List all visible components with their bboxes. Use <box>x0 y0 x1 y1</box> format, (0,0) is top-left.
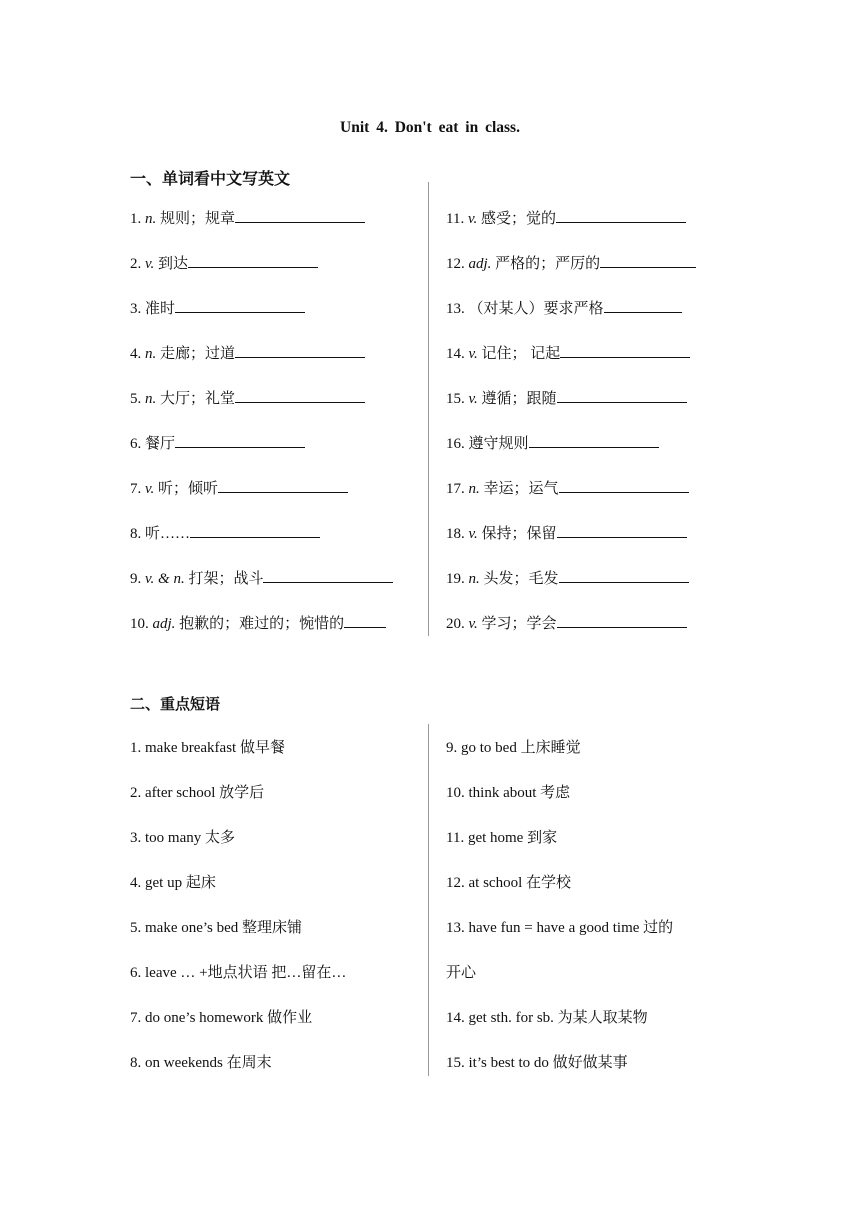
answer-blank[interactable] <box>559 568 689 583</box>
phrase-item: 9. go to bed 上床睡觉 <box>446 740 581 756</box>
answer-blank[interactable] <box>188 253 318 268</box>
page-title: Unit 4. Don't eat in class. <box>340 119 520 136</box>
part-of-speech: v. <box>145 481 155 497</box>
vocab-item <box>130 523 320 544</box>
answer-blank[interactable] <box>175 298 305 313</box>
answer-blank[interactable] <box>218 478 348 493</box>
answer-blank[interactable] <box>344 613 386 628</box>
column-divider <box>428 182 429 636</box>
answer-blank[interactable] <box>529 433 659 448</box>
vocab-number: 1. <box>130 211 142 227</box>
vocab-meaning: 遵守规则 <box>464 436 529 452</box>
vocab-number: 7. <box>130 481 142 497</box>
vocab-item <box>446 343 690 364</box>
vocab-number: 2. <box>130 256 142 272</box>
answer-blank[interactable] <box>190 523 320 538</box>
part-of-speech: v. & n. <box>145 571 185 587</box>
phrase-item: 14. get sth. for sb. 为某人取某物 <box>446 1010 648 1026</box>
phrase-item: 1. make breakfast 做早餐 <box>130 740 285 756</box>
part-of-speech: n. <box>468 571 480 587</box>
part-of-speech: adj. <box>468 256 492 272</box>
answer-blank[interactable] <box>235 208 365 223</box>
answer-blank[interactable] <box>600 253 696 268</box>
part-of-speech: v. <box>468 616 478 632</box>
vocab-item <box>446 568 689 589</box>
vocab-number: 8. <box>130 526 142 542</box>
answer-blank[interactable] <box>235 343 365 358</box>
vocab-meaning: 保持；保留 <box>477 526 557 542</box>
vocab-number: 12. <box>446 256 465 272</box>
vocab-item <box>446 613 687 634</box>
vocab-meaning: 幸运；运气 <box>479 481 559 497</box>
phrase-item: 3. too many 太多 <box>130 830 235 846</box>
vocab-item <box>446 208 686 229</box>
answer-blank[interactable] <box>557 388 687 403</box>
vocab-meaning: 准时 <box>141 301 176 317</box>
answer-blank[interactable] <box>556 208 686 223</box>
phrase-item: 13. have fun = have a good time 过的 <box>446 920 674 936</box>
vocab-number: 9. <box>130 571 142 587</box>
vocab-number: 16. <box>446 436 465 452</box>
vocab-number: 5. <box>130 391 142 407</box>
vocab-meaning: 到达 <box>154 256 189 272</box>
vocab-meaning: 学习；学会 <box>477 616 557 632</box>
answer-blank[interactable] <box>175 433 305 448</box>
vocab-meaning: 感受；觉的 <box>477 211 557 227</box>
vocab-meaning: 打架；战斗 <box>184 571 264 587</box>
column-divider <box>428 724 429 1076</box>
part-of-speech: v. <box>468 526 478 542</box>
vocab-number: 19. <box>446 571 465 587</box>
phrase-item: 10. think about 考虑 <box>446 785 571 801</box>
phrase-item: 2. after school 放学后 <box>130 785 265 801</box>
vocab-meaning: 遵循；跟随 <box>477 391 557 407</box>
vocab-item <box>446 388 687 409</box>
vocab-meaning: 餐厅 <box>141 436 176 452</box>
answer-blank[interactable] <box>560 343 690 358</box>
part-of-speech: v. <box>467 211 478 227</box>
vocab-number: 6. <box>130 436 142 452</box>
vocab-meaning: 抱歉的；难过的；惋惜的 <box>175 616 345 632</box>
vocab-meaning: 规则；规章 <box>156 211 236 227</box>
section-1-heading: 一、单词看中文写英文 <box>130 169 291 188</box>
phrase-item: 4. get up 起床 <box>130 875 216 891</box>
vocab-item <box>130 433 305 454</box>
answer-blank[interactable] <box>557 523 687 538</box>
vocab-meaning: 大厅；礼堂 <box>156 391 236 407</box>
phrase-item: 开心 <box>446 965 477 981</box>
phrase-item: 5. make one’s bed 整理床铺 <box>130 920 303 936</box>
part-of-speech: v. <box>468 346 478 362</box>
part-of-speech: n. <box>145 391 157 407</box>
vocab-number: 3. <box>130 301 142 317</box>
part-of-speech: n. <box>145 346 157 362</box>
vocab-number: 4. <box>130 346 142 362</box>
vocab-item <box>130 613 386 634</box>
vocab-item <box>130 298 305 319</box>
vocab-item <box>446 523 687 544</box>
answer-blank[interactable] <box>559 478 689 493</box>
vocab-number: 11. <box>446 211 465 227</box>
vocab-item <box>130 388 365 409</box>
section-2-heading: 二、重点短语 <box>130 695 221 713</box>
vocab-item <box>130 208 365 229</box>
phrase-item: 6. leave … +地点状语 把…留在… <box>130 965 347 981</box>
vocab-meaning: （对某人）要求严格 <box>464 301 604 317</box>
vocab-meaning: 走廊；过道 <box>156 346 236 362</box>
vocab-meaning: 听…… <box>141 526 191 542</box>
vocab-number: 17. <box>446 481 465 497</box>
vocab-item <box>130 568 393 589</box>
vocab-number: 10. <box>130 616 149 632</box>
vocab-number: 20. <box>446 616 465 632</box>
part-of-speech: v. <box>145 256 155 272</box>
vocab-meaning: 头发；毛发 <box>479 571 559 587</box>
answer-blank[interactable] <box>263 568 393 583</box>
vocab-number: 15. <box>446 391 465 407</box>
vocab-number: 18. <box>446 526 465 542</box>
vocab-item <box>446 478 689 499</box>
vocab-item <box>446 253 696 274</box>
part-of-speech: v. <box>468 391 478 407</box>
vocab-item <box>130 343 365 364</box>
vocab-number: 13. <box>446 301 465 317</box>
phrase-item: 8. on weekends 在周末 <box>130 1055 272 1071</box>
vocab-item <box>130 253 318 274</box>
answer-blank[interactable] <box>235 388 365 403</box>
vocab-item <box>446 298 682 319</box>
vocab-meaning: 听；倾听 <box>154 481 219 497</box>
vocab-meaning: 严格的；严厉的 <box>491 256 601 272</box>
vocab-meaning: 记住； 记起 <box>477 346 561 362</box>
vocab-item <box>446 433 659 454</box>
phrase-item: 11. get home 到家 <box>446 830 558 846</box>
vocab-number: 14. <box>446 346 465 362</box>
part-of-speech: n. <box>145 211 157 227</box>
phrase-item: 12. at school 在学校 <box>446 875 571 891</box>
part-of-speech: n. <box>468 481 480 497</box>
phrase-item: 15. it’s best to do 做好做某事 <box>446 1055 628 1071</box>
vocab-item <box>130 478 348 499</box>
answer-blank[interactable] <box>557 613 687 628</box>
phrase-item: 7. do one’s homework 做作业 <box>130 1010 313 1026</box>
answer-blank[interactable] <box>604 298 682 313</box>
part-of-speech: adj. <box>152 616 176 632</box>
